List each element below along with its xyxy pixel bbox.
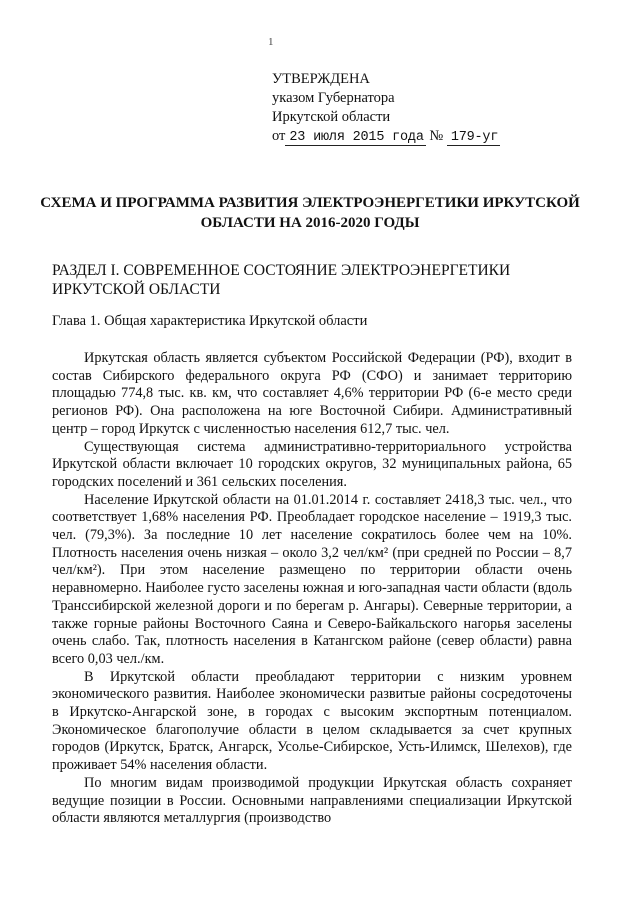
page-number: 1 — [268, 36, 274, 48]
approval-decree-line — [272, 127, 500, 147]
approval-line-1: указом Губернатора — [272, 90, 395, 106]
approval-stamp — [272, 70, 500, 147]
paragraph: В Иркутской области преобладают территории с низким уровнем экономического развития. Наиболее экономически развитые районы сосредоточены в Иркутско-Ангарской зоне, в городах с высоким экспортным потенциалом. Экономическое благополучие области в целом складывается за счет крупных городов (Иркутск, Братск, Ангарск, Усолье-Сибирское, Усть-Илимск, Шелехов), где проживает 54% населения области. — [52, 668, 572, 774]
paragraph: По многим видам производимой продукции Иркутская область сохраняет ведущие позиции в России. Основными направлениями специализации Иркутской области являются металлургия (производство — [52, 774, 572, 827]
body-text — [52, 350, 572, 828]
chapter-title: Глава 1. Общая характеристика Иркутской области — [52, 313, 368, 329]
document-title: СХЕМА И ПРОГРАММА РАЗВИТИЯ ЭЛЕКТРОЭНЕРГЕТИКИ ИРКУТСКОЙ ОБЛАСТИ НА 2016-2020 ГОДЫ — [40, 195, 580, 231]
approval-line-2: Иркутской области — [272, 109, 391, 125]
decree-date: 23 июля 2015 года — [285, 130, 425, 146]
decree-number-sign: № — [429, 128, 444, 144]
paragraph: Население Иркутской области на 01.01.2014 г. составляет 2418,3 тыс. чел., что соответствует 1,68% населения РФ. Преобладает городское население – 1919,3 тыс. чел. (79,3%). За последние 10 лет население сократилось более чем на 10%. Плотность населения очень низкая – около 3,2 чел/км² (при средней по России – 8,7 чел/км²). При этом население размещено по территории области очень неравномерно. Наиболее густо заселены южная и юго-западная части области (вдоль Транссибирской железной дороги и по берегам р. Ангары). Северные территории, а также горные районы Восточного Саяна и Северо-Байкальского нагорья заселены очень слабо. Так, плотность населения в Катангском районе (север области) равна всего 0,03 чел./км. — [52, 491, 572, 667]
approval-heading: УТВЕРЖДЕНА — [272, 71, 370, 87]
decree-number: 179-уг — [447, 130, 500, 146]
section-title: РАЗДЕЛ I. СОВРЕМЕННОЕ СОСТОЯНИЕ ЭЛЕКТРОЭНЕРГЕТИКИ ИРКУТСКОЙ ОБЛАСТИ — [52, 262, 511, 298]
decree-prefix: от — [272, 128, 286, 144]
paragraph: Иркутская область является субъектом Российской Федерации (РФ), входит в состав Сибирского федерального округа РФ (СФО) и занимает территорию площадью 774,8 тыс. кв. км, что составляет 4,6% территории РФ (6-е место среди регионов РФ). Она расположена на юге Восточной Сибири. Административный центр – город Иркутск с численностью населения 612,7 тыс. чел. — [52, 350, 572, 437]
paragraph: Существующая система административно-территориального устройства Иркутской области включает 10 городских округов, 32 муниципальных района, 65 городских поселений и 361 сельских поселения. — [52, 438, 572, 490]
